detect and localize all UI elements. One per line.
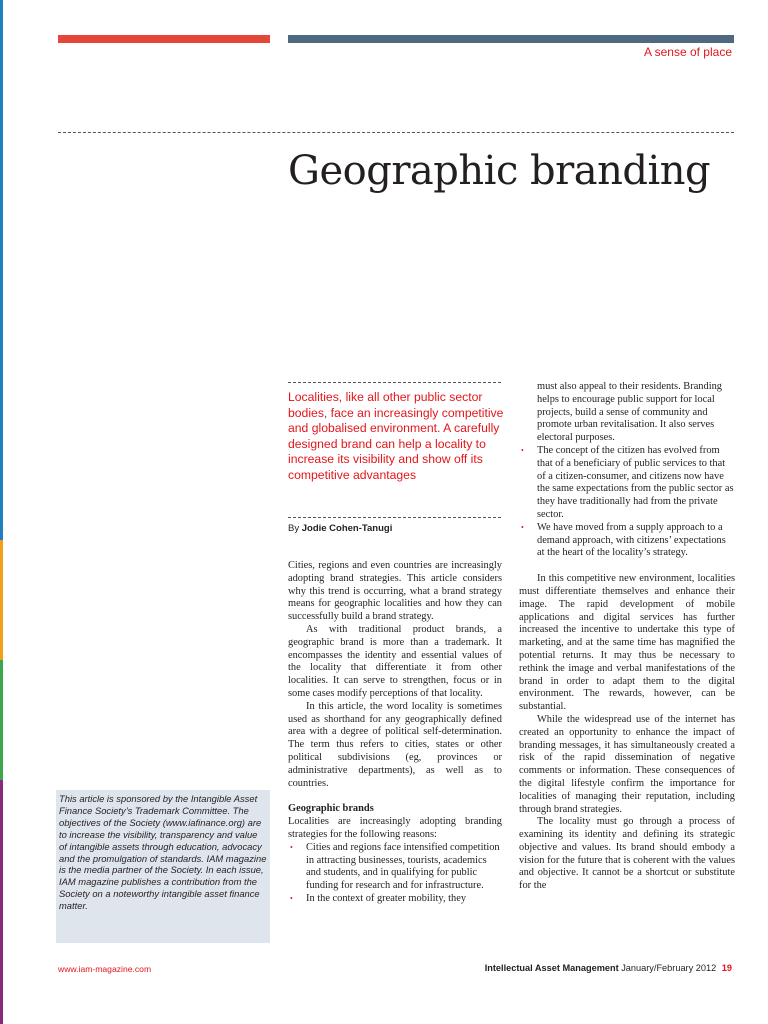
subheading: Geographic brands: [288, 803, 374, 815]
paragraph: The locality must go through a process of examining its identity and defining its strategic objective and values. Its brand should embody a vision for the future that is coherent with the values and objective. It cannot be a shortcut or substitute for the: [519, 816, 735, 892]
publication-name: Intellectual Asset Management: [484, 963, 619, 973]
issue-date: January/February 2012: [621, 963, 717, 973]
paragraph: While the widespread use of the internet has created an opportunity to enhance the impact of branding messages, it has simultaneously created a risk of the rapid dissemination of negative comments or information. These consequences of the digital lifestyle confirm the importance for localities of managing their reputation, including through brand strategies.: [519, 713, 735, 815]
header-bar-blue: [288, 35, 734, 43]
list-item: • Cities and regions face intensified competition in attracting businesses, tourists, academics and students, and in qualifying for public funding for research and for infrastructure.: [290, 841, 500, 892]
paragraph: In this article, the word locality is sometimes used as shorthand for any geographically defined area with a degree of political self-determination. The term thus refers to cities, states or other political subdivisions (eg, provinces or administrative departments), as well as to countries.: [288, 700, 502, 789]
page-title: Geographic branding: [288, 148, 711, 194]
paragraph: Cities, regions and even countries are increasingly adopting brand strategies. This article considers why this trend is occurring, what a brand strategy means for geographic localities and how they can successfully build a brand strategy.: [288, 560, 502, 623]
header-bar-red: [58, 35, 270, 43]
bullet-icon: •: [521, 445, 524, 455]
section-label: A sense of place: [643, 45, 732, 59]
sponsor-note: This article is sponsored by the Intangible Asset Finance Society’s Trademark Committee. The objectives of the Society (www.iafinance.org) are to increase the visibility, transparency and value of intangible assets through education, advocacy and the promulgation of standards. IAM magazine is the media partner of the Society. In each issue, IAM magazine publishes a contribution from the Society on a noteworthy intangible asset finance matter.: [56, 790, 270, 943]
paragraph: In this competitive new environment, localities must differentiate themselves and enhance their image. The rapid development of mobile applications and digital services has further increased the incentive to undertake this type of marketing, and at the same time has magnified the potential returns. It may thus be necessary to rethink the image and verbal manifestations of the brand in order to adapt them to the digital environment. The rewards, however, can be substantial.: [519, 573, 735, 713]
list-item: • The concept of the citizen has evolved from that of a beneficiary of public services to that of a citizen-consumer, and citizens now have the same expectations from the public sector as they have traditionally had from the private sector.: [521, 444, 734, 520]
body-column-right: [519, 381, 735, 893]
standfirst-rule-top: [288, 382, 501, 383]
page-edge-color-strip: [0, 0, 3, 1024]
standfirst: Localities, like all other public sector bodies, face an increasingly competitive and globalised environment. A carefully designed brand can help a locality to increase its visibility and show off its competitive advantages: [288, 390, 504, 482]
reasons-list: [288, 842, 502, 906]
byline: [288, 523, 392, 534]
byline-prefix: By: [288, 523, 300, 534]
bullet-icon: •: [290, 842, 293, 852]
title-divider: [58, 132, 734, 133]
list-item: • We have moved from a supply approach to a demand approach, with citizens’ expectations at the heart of the locality’s strategy.: [521, 521, 726, 559]
bullet-icon: •: [521, 522, 524, 532]
list-item: • In the context of greater mobility, they: [290, 892, 467, 904]
footer-website-link[interactable]: www.iam-magazine.com: [58, 964, 152, 974]
paragraph: As with traditional product brands, a geographic brand is more than a trademark. It encompasses the identity and essential values of the locality that differentiate it from other localities. It can serve to strengthen, focus or in some cases modify perceptions of that locality.: [288, 623, 502, 699]
bullet-icon: •: [290, 893, 293, 903]
page-number: 19: [721, 963, 732, 973]
body-column-left: [288, 560, 502, 906]
standfirst-rule-bottom: [288, 517, 501, 518]
reasons-list-continued: [519, 381, 735, 560]
author-name: Jodie Cohen-Tanugi: [301, 523, 393, 534]
list-item: must also appeal to their residents. Branding helps to encourage public support for local projects, build a sense of community and promote urban revitalisation. It also serves electoral purposes.: [537, 381, 722, 444]
footer-publication-info: [485, 963, 732, 973]
paragraph: Localities are increasingly adopting branding strategies for the following reasons:: [288, 816, 502, 840]
